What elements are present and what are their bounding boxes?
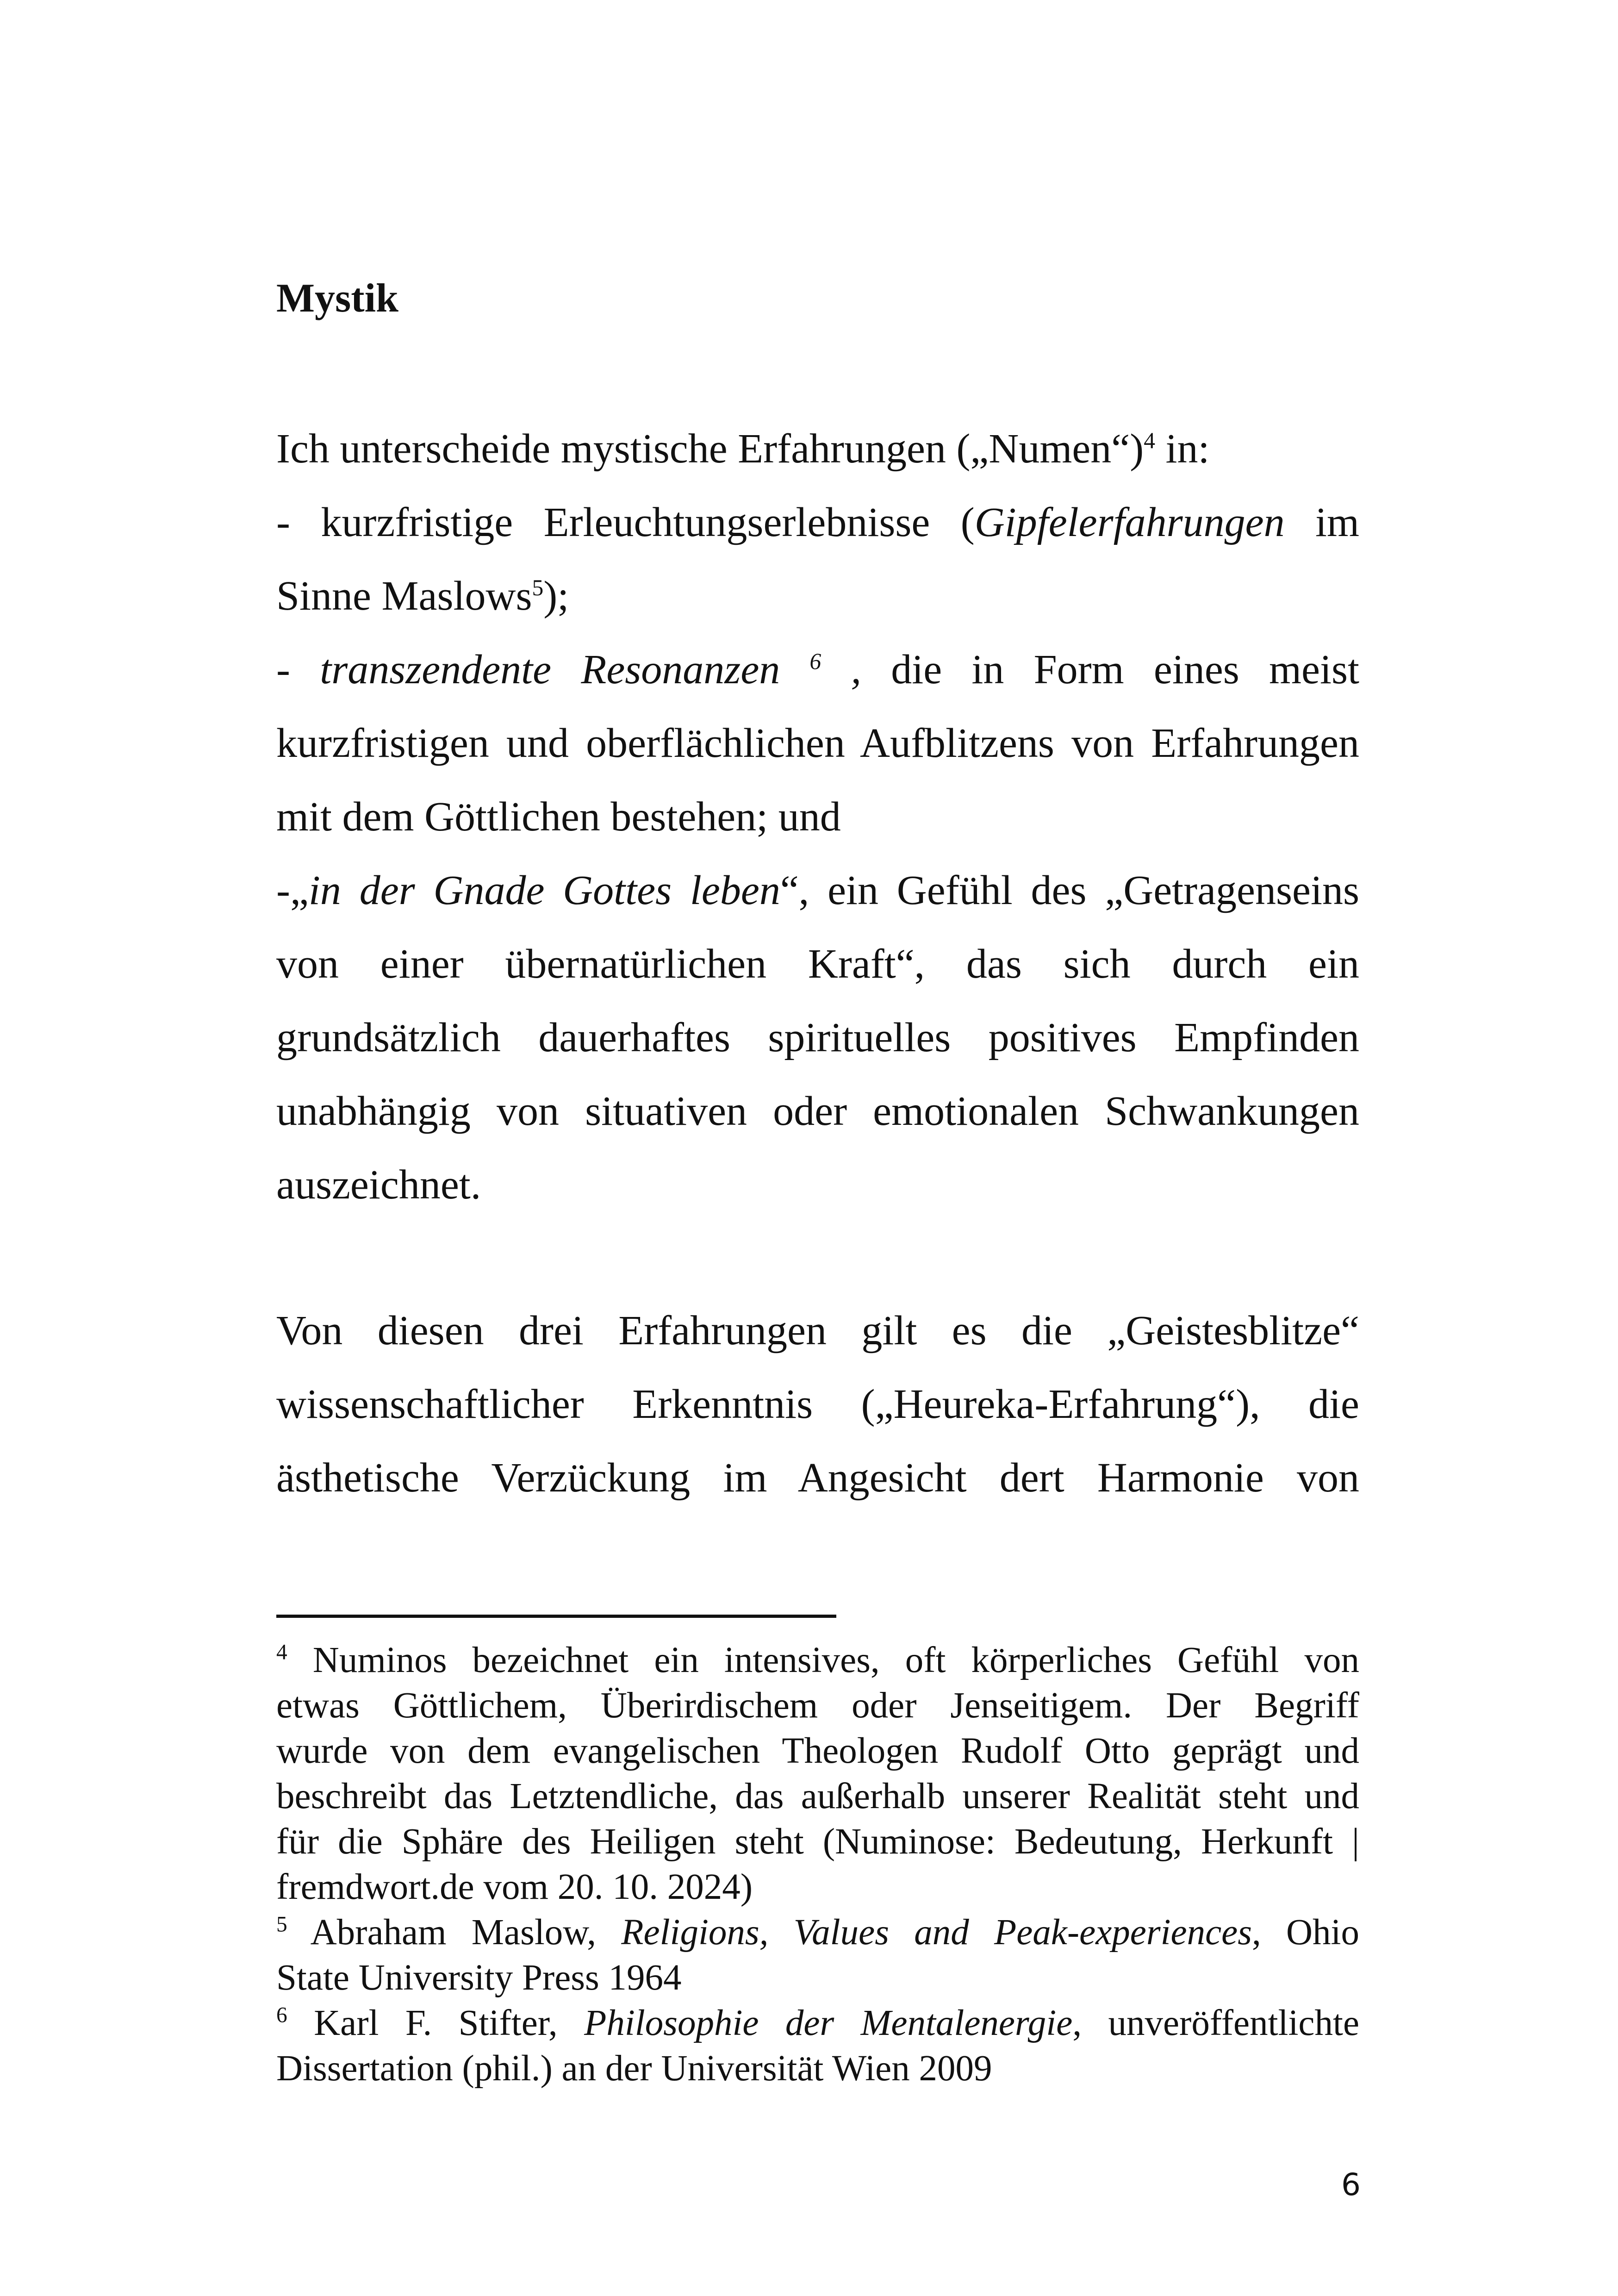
footnote-ref-4: 4 xyxy=(1144,428,1155,453)
text-line: Ich unterscheide mystische Erfahrungen („Numen“)$^4$ in: xyxy=(276,426,1210,472)
footnote-4: $^4$ Numinos bezeichnet ein intensives, oft körperliches Gefühl von etwas Göttlichem, Überirdischem oder Jenseitigem. Der Begriff wurde von dem evangelischen Theologen Rudolf Otto geprägt und beschreibt das Letztendliche, das außerhalb unserer Realität steht und für die Sphäre des Heiligen steht (Numinose: Bedeutung, Herkunft | fremdwort.de vom 20. 10. 2024) xyxy=(276,1640,1359,1907)
page-number: 6 xyxy=(1341,2167,1361,2202)
section-heading: Mystik xyxy=(276,276,398,321)
text-line: -„in der Gnade Gottes leben“, ein Gefühl des „Getragenseins xyxy=(276,867,1359,913)
paragraph-mystic-experiences xyxy=(276,412,1359,1222)
text-line: mit dem Göttlichen bestehen; und xyxy=(276,794,841,840)
footnote-ref-5: 5 xyxy=(532,575,544,600)
footnote-ref-6: 6 xyxy=(809,649,821,674)
text-line: Von diesen drei Erfahrungen gilt es die „Geistesblitze“ xyxy=(276,1308,1359,1354)
text-line: von einer übernatürlichen Kraft“, das sich durch ein xyxy=(276,941,1359,987)
footnote-6: $^6$ Karl F. Stifter, Philosophie der Mentalenergie, unveröffentlichte Dissertation (phil.) an der Universität Wien 2009 xyxy=(276,2003,1359,2089)
text-line: kurzfristigen und oberflächlichen Aufblitzens von Erfahrungen xyxy=(276,720,1359,766)
text-line: ästhetische Verzückung im Angesicht dert Harmonie von xyxy=(276,1455,1359,1501)
text-line: unabhängig von situativen oder emotionalen Schwankungen xyxy=(276,1088,1359,1134)
text-line: wissenschaftlicher Erkenntnis („Heureka-Erfahrung“), die xyxy=(276,1381,1359,1427)
text-line: - transzendente Resonanzen $^6$ , die in Form eines meist xyxy=(276,647,1359,693)
text-line: grundsätzlich dauerhaftes spirituelles positives Empfinden xyxy=(276,1015,1359,1061)
footnotes xyxy=(276,1638,1359,2091)
footnote-5: $^5$ Abraham Maslow, Religions, Values and Peak-experiences, Ohio State University Press 1964 xyxy=(276,1912,1359,1998)
text-line: auszeichnet. xyxy=(276,1162,481,1208)
text-line: - kurzfristige Erleuchtungserlebnisse (Gipfelerfahrungen im xyxy=(276,499,1359,545)
footnote-divider xyxy=(276,1615,836,1618)
text-line: Sinne Maslows$^5$); xyxy=(276,573,569,619)
paragraph-experiences xyxy=(276,1294,1359,1515)
